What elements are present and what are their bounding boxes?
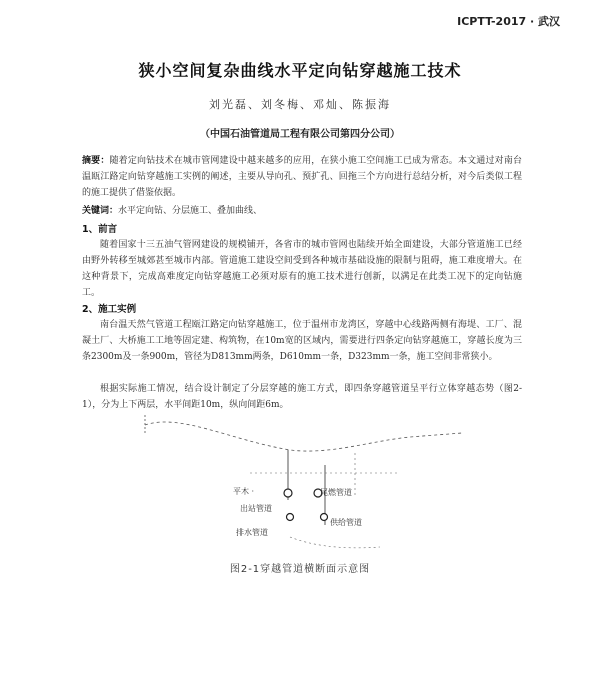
paper-title: 狭小空间复杂曲线水平定向钻穿越施工技术: [138, 61, 462, 80]
keywords-label: 关键词：: [82, 206, 119, 216]
figure-caption: 图2-1穿越管道横断面示意图: [229, 564, 371, 575]
section-heading-intro: 1、前言: [82, 224, 118, 235]
keywords: [82, 203, 522, 219]
section-example-text-2: 根据实际施工情况，结合设计制定了分层穿越的施工方式，即四条穿越管道呈平行立体穿越态势（图2-1），分为上下两层，水平间距10m，纵向间距6m。: [82, 384, 522, 410]
keywords-text: 水平定向钻、分层施工、叠加曲线、: [118, 206, 263, 216]
label-drain-pipe: 排水管道: [236, 528, 268, 537]
paper-authors: 刘光磊、刘冬梅、邓灿、陈振海: [209, 98, 391, 111]
pipe-lower-left: [287, 514, 294, 521]
diagram-lines: [140, 405, 470, 560]
label-tail-pipe: 尾燃管道: [320, 488, 352, 497]
ground-line: [145, 422, 462, 451]
paper-affiliation: （中国石油管道局工程有限公司第四分公司）: [200, 129, 400, 140]
section-heading-example: 2、施工实例: [82, 304, 137, 315]
conference-tag: ICPTT-2017 · 武汉: [457, 15, 560, 28]
cross-section-diagram: [140, 405, 470, 560]
abstract-text: 随着定向钻技术在城市管网建设中越来越多的应用，在狭小施工空间施工已成为常态。本文通过对南台温瓯江路定向钻穿越施工实例的阐述，主要从导向孔、预扩孔、回拖三个方向进行总结分析，对今后类似工程的施工提供了借鉴依据。: [82, 156, 522, 198]
pipe-upper-left: [284, 489, 292, 497]
section-example-text-1: 南台温天然气管道工程瓯江路定向钻穿越施工，位于温州市龙湾区，穿越中心线路两侧有海堤、工厂、混凝土厂、大桥施工工地等固定建、构筑物，在10m宽的区域内，需要进行四条定向钻穿越施工，穿越长度为三条2300m及一条900m，管径为D813mm两条，D610mm一条，D323mm一条，施工空间非常狭小。: [82, 320, 522, 362]
abstract-label: 摘要：: [82, 156, 110, 166]
section-intro-text: 随着国家十三五油气管网建设的规模铺开，各省市的城市管网也陆续开始全面建设，大部分管道施工已经由野外转移至城郊甚至城市内部。管道施工建设空间受到各种城市基础设施的限制与阻碍，施工难度增大。在这种背景下，完成高难度定向钻穿越施工必须对原有的施工技术进行创新，以满足在此类工况下的定向钻施工。: [82, 240, 522, 298]
pipe-lower-right: [321, 514, 328, 521]
abstract: [82, 153, 522, 201]
label-out-pipe: 出站管道: [240, 504, 272, 513]
label-supply-pipe: 供给管道: [330, 518, 362, 527]
label-small: 平木 ·: [233, 487, 255, 496]
lower-boundary: [290, 537, 380, 548]
